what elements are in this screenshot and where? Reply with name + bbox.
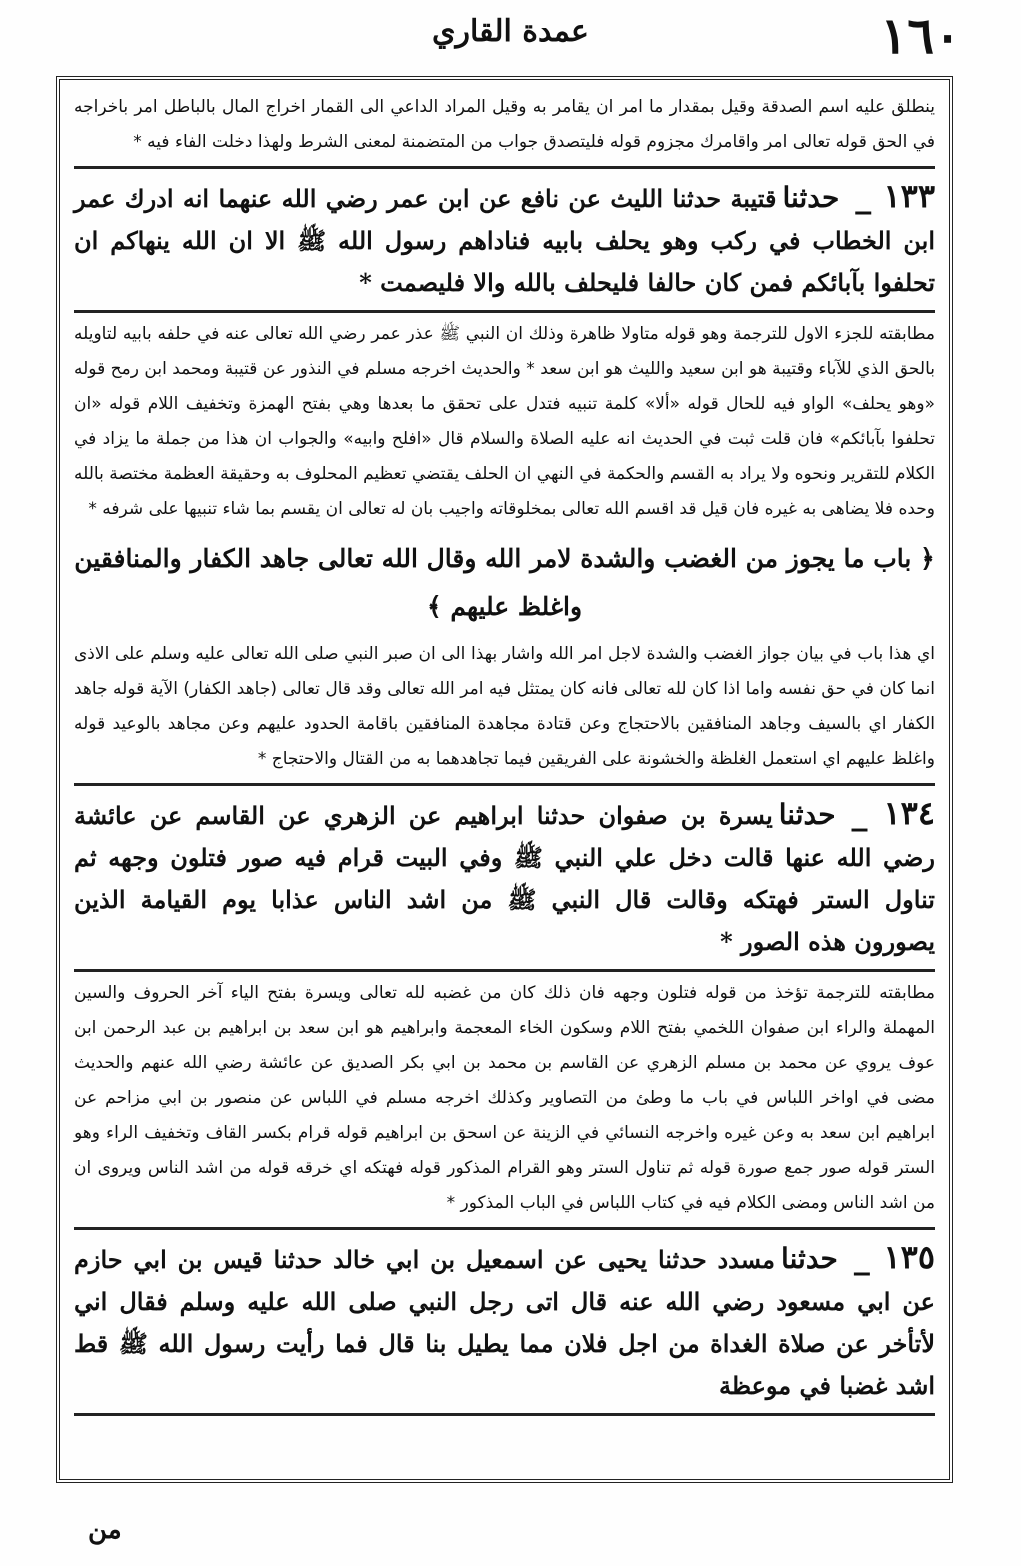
catchword: من xyxy=(88,1515,122,1545)
hadith-text: قتيبة حدثنا الليث عن نافع عن ابن عمر رضي الله عنهما انه ادرك عمر ابن الخطاب في ركب وهو يحلف بابيه فناداهم رسول الله ﷺ الا ان الله ينهاكم ان تحلفوا بآبائكم فمن كان حالفا فليحلف بالله والا فليصمت * xyxy=(74,184,935,297)
commentary-paragraph: مطابقته للجزء الاول للترجمة وهو قوله متاولا ظاهرة وذلك ان النبي ﷺ عذر عمر رضي الله تعالى عنه في حلفه بابيه لتاويله بالحق الذي للآباء وقتيبة هو ابن سعيد والليث هو ابن سعد * والحديث اخرجه مسلم في النذور عن قتيبة ومحمد ابن رمح قوله «وهو يحلف» الواو فيه للحال قوله «ألا» كلمة تنبيه فتدل على تحقق ما بعدها وهي بفتح الهمزة وتخفيف اللام قوله «ان تحلفوا بآبائكم» فان قلت ثبت في الحديث انه عليه الصلاة والسلام قال «افلح وابيه» والجواب ان هذا من جملة ما يزاد في الكلام للتقرير ونحوه ولا يراد به القسم والحكمة في النهي ان الحلف يقتضي تعظيم المحلوف به وحقيقة العظمة مختصة بالله وحده فلا يضاهى به غيره فان قيل قد اقسم الله تعالى بمخلوقاته واجيب بان له تعالى ان يقسم بما شاء تنبيها على شرفه * xyxy=(74,324,935,519)
commentary-paragraph: ينطلق عليه اسم الصدقة وقيل بمقدار ما امر ان يقامر به وقيل المراد الداعي الى القمار اخراج المال بالباطل امر باخراجه في الحق قوله تعالى امر واقامرك مجزوم قوله فليتصدق جواب من المتضمنة لمعنى الشرط ولهذا دخلت الفاء فيه * xyxy=(74,97,935,152)
page-header xyxy=(60,6,961,66)
hadith-text: يسرة بن صفوان حدثنا ابراهيم عن الزهري عن القاسم عن عائشة رضي الله عنها قالت دخل علي النبي ﷺ وفي البيت قرام فيه صور فتلون وجهه ثم تناول الستر فهتكه وقالت قال النبي ﷺ من اشد الناس عذابا يوم القيامة الذين يصورون هذه الصور * xyxy=(74,801,936,956)
hadith-keyword: حدثنا xyxy=(781,1242,838,1275)
commentary-paragraph: اي هذا باب في بيان جواز الغضب والشدة لاجل امر الله واشار بهذا الى ان صبر النبي صلى الله تعالى عليه وسلم على الاذى انما كان في حق نفسه واما اذا كان لله تعالى فانه كان يمتثل فيه امر الله تعالى وقد قال تعالى (جاهد الكفار) الآية قوله جاهد الكفار اي بالسيف وجاهد المنافقين بالاحتجاج وعن قتادة مجاهدة المنافقين باقامة الحدود عليهم وعن مجاهد بالوعيد قوله واغلظ عليهم اي استعمل الغلظة والخشونة على الفريقين فيما تجاهدهما به من القتال والاحتجاج * xyxy=(74,644,935,769)
hadith-number: ١٣٥ _ xyxy=(853,1238,936,1276)
chapter-heading: ﴿ باب ما يجوز من الغضب والشدة لامر الله وقال الله تعالى جاهد الكفار والمنافقين واغلظ عليهم ﴾ xyxy=(74,544,935,621)
page-content xyxy=(74,90,935,1416)
hadith-number: ١٣٣ _ xyxy=(855,177,935,215)
running-title: عمدة القاري xyxy=(432,14,589,49)
hadith-number: ١٣٤ _ xyxy=(851,794,936,832)
hadith-block xyxy=(74,1227,935,1416)
hadith-block xyxy=(74,783,935,972)
page-frame xyxy=(56,76,953,1483)
hadith-keyword: حدثنا xyxy=(782,181,840,214)
hadith-keyword: حدثنا xyxy=(778,798,836,831)
commentary-paragraph: مطابقته للترجمة تؤخذ من قوله فتلون وجهه فان ذلك كان من غضبه لله تعالى ويسرة بفتح الياء آخر الحروف والسين المهملة والراء ابن صفوان اللخمي بفتح اللام وسكون الخاء المعجمة وابراهيم هو ابن سعد بن ابراهيم بن عبد الرحمن ابن عوف يروي عن محمد بن مسلم الزهري عن القاسم بن محمد بن ابي بكر الصديق عن عائشة رضي الله عنهم والحديث مضى في اواخر اللباس في باب ما وطئ من التصاوير وكذلك اخرجه مسلم في اللباس عن منصور بن ابي مزاحم عن ابراهيم ابن سعد به وعن غيره واخرجه النسائي في الزينة عن اسحق بن ابراهيم قوله قرام بكسر القاف وتخفيف الراء وهو الستر قوله صور جمع صورة قوله ثم تناول الستر وهو القرام المذكور قوله فهتكه اي خرقه قوله من اشد الناس ويروى ان من اشد الناس ومضى الكلام فيه في كتاب اللباس في الباب المذكور * xyxy=(74,983,935,1213)
page-number: ١٦٠ xyxy=(880,6,961,65)
hadith-text: مسدد حدثنا يحيى عن اسمعيل بن ابي خالد حدثنا قيس بن ابي حازم عن ابي مسعود رضي الله عنه قال اتى رجل النبي صلى الله عليه وسلم فقال اني لأتأخر عن صلاة الغداة من اجل فلان مما يطيل بنا قال فما رأيت رسول الله ﷺ قط اشد غضبا في موعظة xyxy=(74,1245,935,1400)
hadith-block xyxy=(74,166,935,313)
